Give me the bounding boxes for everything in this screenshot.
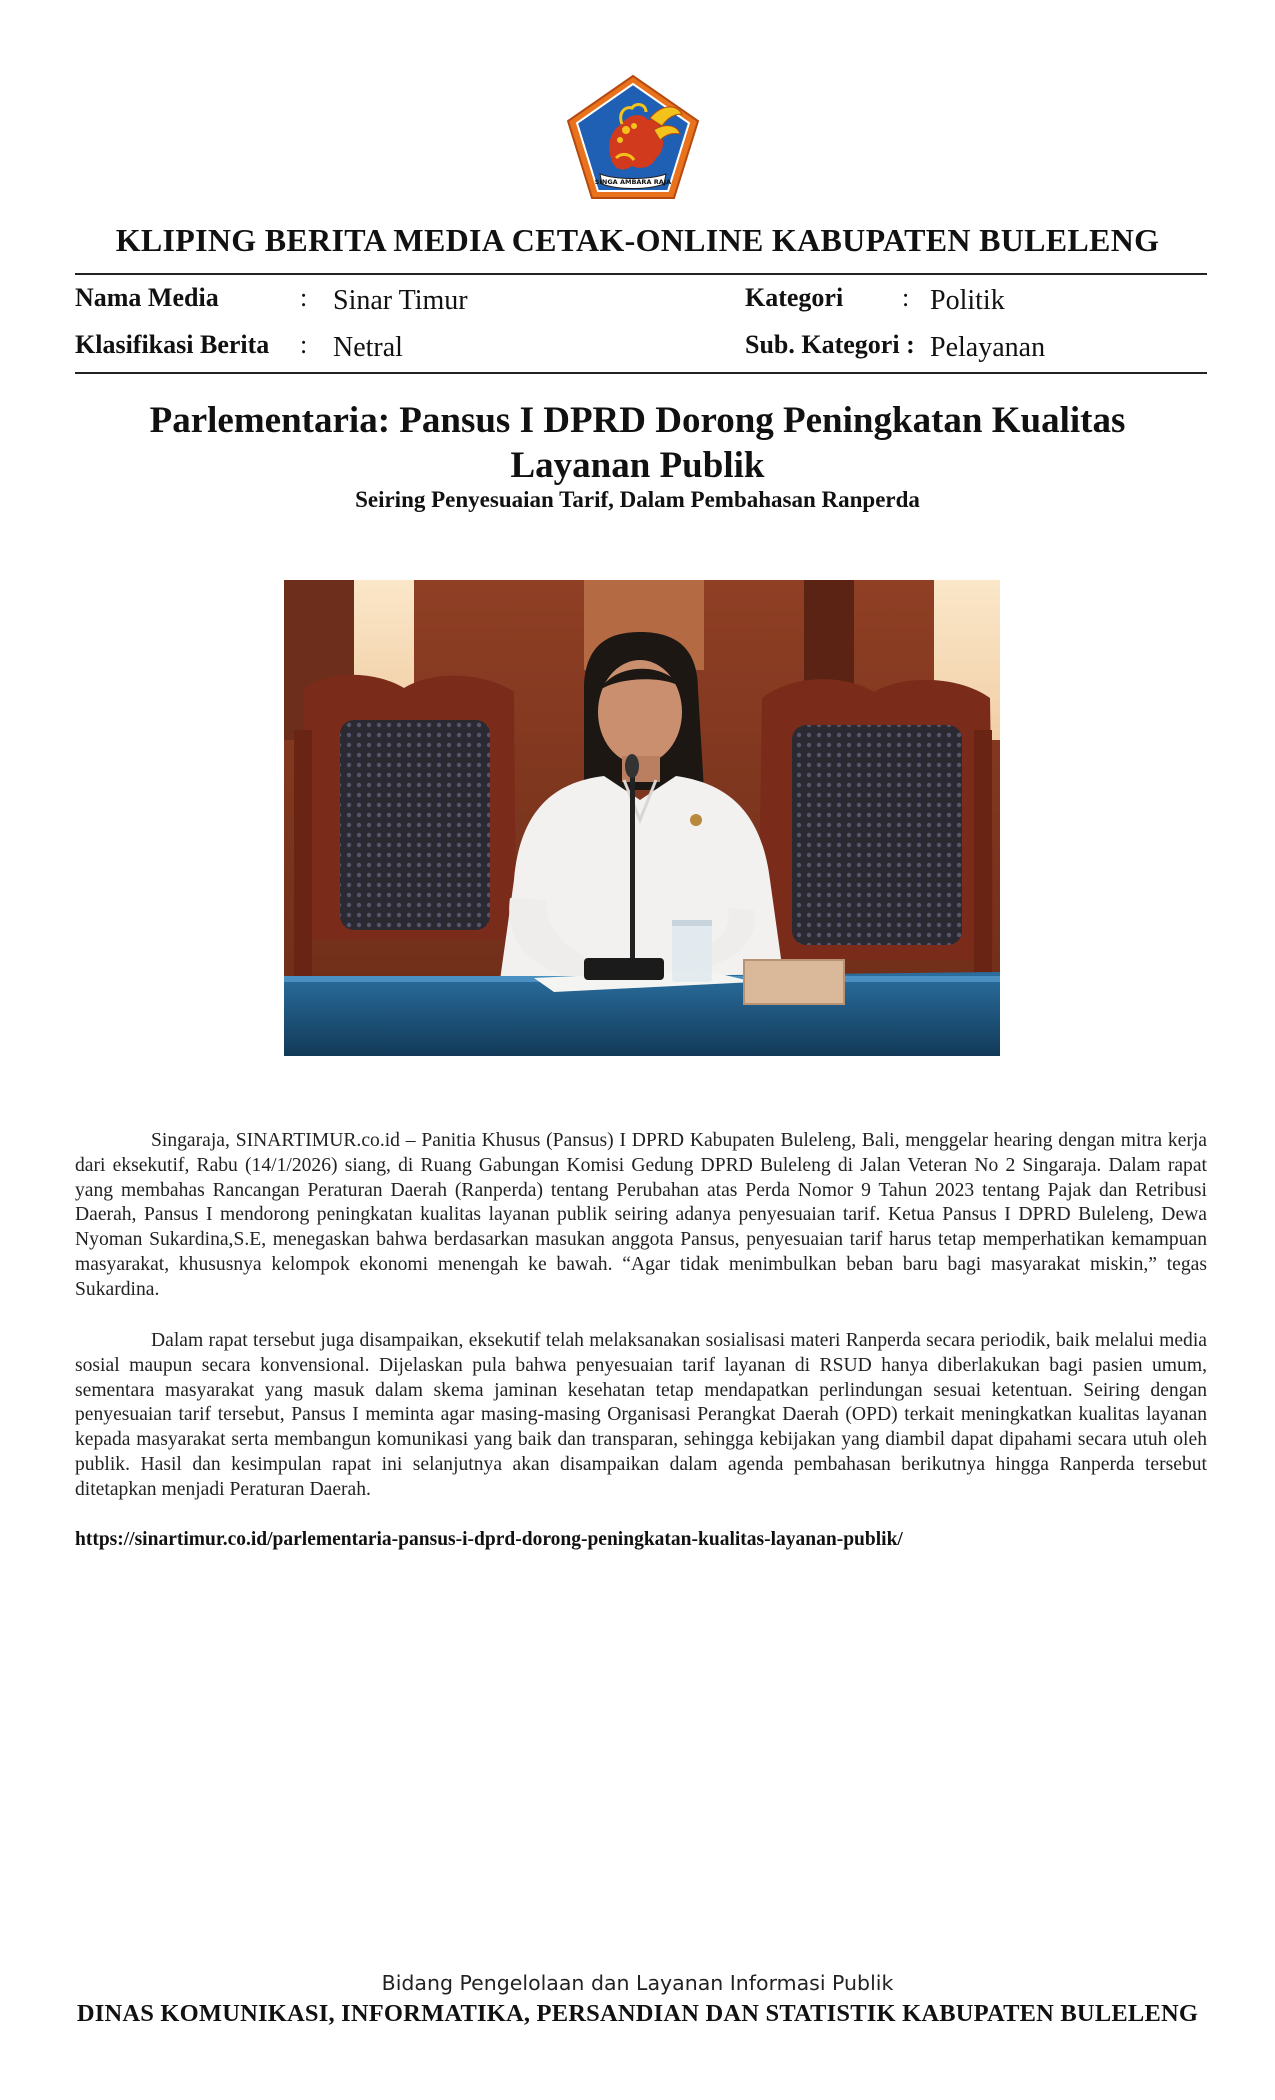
article-photo [284, 580, 1000, 1056]
kategori-value: Politik [930, 285, 1005, 316]
media-value: Sinar Timur [333, 285, 468, 316]
buleleng-emblem-logo [566, 74, 700, 200]
klasifikasi-value: Netral [333, 332, 403, 363]
article-paragraph-1-text: Singaraja, SINARTIMUR.co.id – Panitia Khusus (Pansus) I DPRD Kabupaten Buleleng, Bali, menggelar hearing dengan mitra kerja dari eksekutif, Rabu (14/1/2026) siang, di Ruang Gabungan Komisi Gedung DPRD Buleleng di Jalan Veteran No 2 Singaraja. Dalam rapat yang membahas Rancangan Peraturan Daerah (Ranperda) tentang Perubahan atas Perda Nomor 9 Tahun 2023 tentang Pajak dan Retribusi Daerah, Pansus I mendorong peningkatan kualitas layanan publik seiring adanya penyesuaian tarif. Ketua Pansus I DPRD Buleleng, Dewa Nyoman Sukardina,S.E, menegaskan bahwa berdasarkan masukan anggota Pansus, penyesuaian tarif harus tetap memperhatikan kemampuan masyarakat, khususnya kelompok ekonomi menengah ke bawah. “Agar tidak menimbulkan beban baru bagi masyarakat miskin,” tegas Sukardina. [75, 1130, 1207, 1300]
article-paragraph-2 [75, 1329, 1207, 1503]
subkategori-label: Sub. Kategori : [745, 330, 915, 359]
article-headline: Parlementaria: Pansus I DPRD Dorong Peningkatan Kualitas Layanan Publik [149, 400, 1126, 486]
kategori-label: Kategori [745, 283, 844, 312]
source-url-link[interactable]: https://sinartimur.co.id/parlementaria-pansus-i-dprd-dorong-peningkatan-kualitas-layanan-publik/ [75, 1529, 903, 1550]
klasifikasi-label: Klasifikasi Berita [75, 330, 270, 359]
klasifikasi-separator: : [300, 330, 308, 359]
svg-text:SINGA AMBARA RAJA: SINGA AMBARA RAJA [594, 178, 672, 186]
subkategori-value: Pelayanan [930, 332, 1046, 363]
media-separator: : [300, 283, 308, 312]
article-paragraph-2-text: Dalam rapat tersebut juga disampaikan, eksekutif telah melaksanakan sosialisasi materi Ranperda secara periodik, baik melalui media sosial maupun secara konvensional. Dijelaskan pula bahwa penyesuaian tarif layanan di RSUD hanya diberlakukan bagi pasien umum, sementara masyarakat yang masuk dalam skema jaminan kesehatan tetap mendapatkan perlindungan sesuai ketentuan. Seiring dengan penyesuaian tarif tersebut, Pansus I meminta agar masing-masing Organisasi Perangkat Daerah (OPD) terkait meningkatkan kualitas layanan kepada masyarakat serta membangun komunikasi yang baik dan transparan, sehingga kebijakan yang diambil dapat dipahami secara utuh oleh publik. Hasil dan kesimpulan rapat ini selanjutnya akan disampaikan dalam agenda pembahasan berikutnya hingga Ranperda tersebut ditetapkan menjadi Peraturan Daerah. [75, 1330, 1207, 1500]
article-subheadline: Seiring Penyesuaian Tarif, Dalam Pembahasan Ranperda [355, 487, 920, 512]
document-title: KLIPING BERITA MEDIA CETAK-ONLINE KABUPATEN BULELENG [115, 222, 1160, 258]
header-divider-bottom [75, 372, 1207, 374]
article-paragraph-1 [75, 1129, 1207, 1303]
kategori-separator: : [902, 283, 910, 312]
header-divider-top [75, 273, 1207, 275]
footer-unit-name: Bidang Pengelolaan dan Layanan Informasi Publik [381, 1971, 894, 1995]
footer-agency-name: DINAS KOMUNIKASI, INFORMATIKA, PERSANDIAN DAN STATISTIK KABUPATEN BULELENG [76, 2000, 1199, 2027]
media-label: Nama Media [75, 283, 219, 312]
